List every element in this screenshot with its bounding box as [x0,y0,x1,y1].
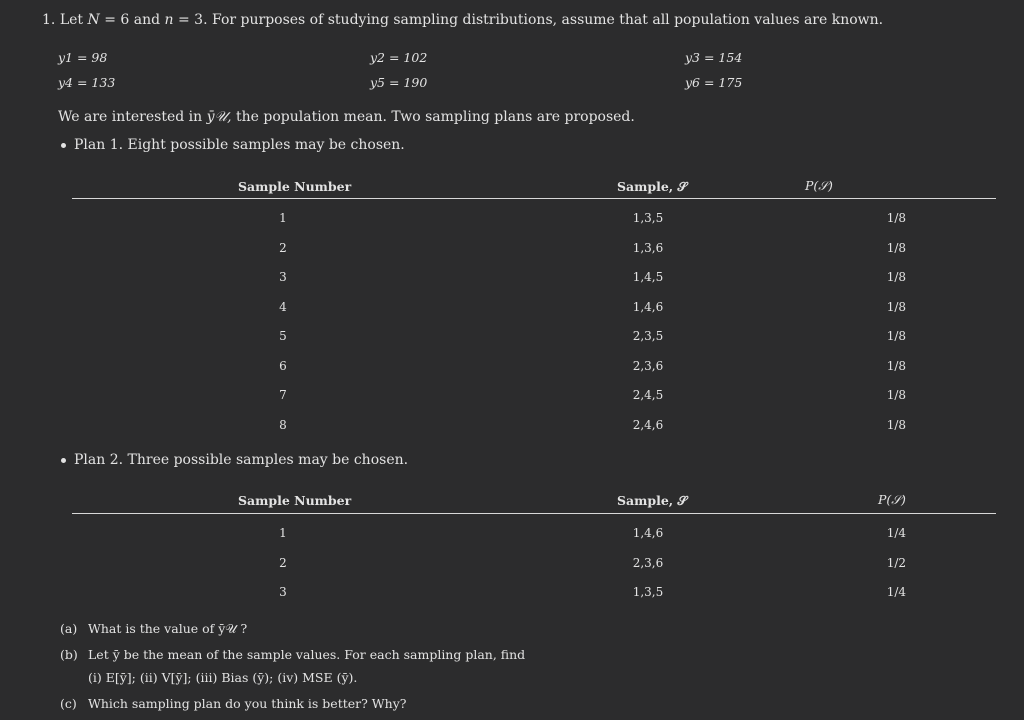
plan2-row-3-probability: 1/4 [886,585,906,599]
plan1-row-7-probability: 1/8 [886,388,906,402]
plan2-row-2-probability: 1/2 [886,555,906,570]
plan1-header-sample: Sample, 𝒮 [617,179,688,194]
plan1-row-6-number: 6 [279,358,287,373]
interest-before: We are interested in [58,109,203,125]
plan1-row-3-number: 3 [279,270,287,284]
plan1-bullet-icon [61,143,66,148]
plan1-header-sample-number: Sample Number [238,179,352,194]
plan1-row-8-sample: 2,4,6 [632,417,664,432]
question-a-label: (a) [60,621,78,636]
plan2-row-2-number: 2 [279,555,287,570]
plan1-row-7-sample: 2,4,5 [632,388,664,402]
question-b-label: (b) [60,647,78,662]
plan1-row-5-sample: 2,3,5 [632,329,664,343]
population-value-y6: y6 = 175 [685,75,743,90]
population-value-y4: y4 = 133 [58,75,116,90]
plan1-row-3-probability: 1/8 [886,270,906,284]
plan1-row-7-number: 7 [279,388,287,402]
population-value-y3: y3 = 154 [685,50,743,65]
plan2-row-1-number: 1 [279,526,287,540]
plan1-row-4-sample: 1,4,6 [632,299,664,314]
N-symbol: N [87,12,100,28]
plan1-row-1-number: 1 [279,211,287,225]
n-value: = 3. [178,12,208,28]
population-value-y2: y2 = 102 [370,50,428,65]
problem-intro-text: For purposes of studying sampling distributions, assume that all population values are known. [212,12,884,28]
population-value-y5: y5 = 190 [370,75,428,90]
plan2-bullet-icon [61,458,66,463]
problem-statement [42,12,883,28]
plan2-row-3-sample: 1,3,5 [632,585,664,599]
question-a-text: What is the value of ȳ𝒰 ? [88,621,248,636]
let-word: Let [59,12,84,28]
plan2-header-sample-number: Sample Number [238,493,352,508]
plan1-title: Plan 1. Eight possible samples may be chosen. [74,137,405,153]
plan1-row-6-probability: 1/8 [886,358,906,373]
plan1-row-2-number: 2 [279,240,287,255]
plan2-row-3-number: 3 [279,585,287,599]
n-symbol: n [164,12,174,28]
plan2-title: Plan 2. Three possible samples may be chosen. [74,452,409,468]
plan1-row-3-sample: 1,4,5 [632,270,664,284]
plan1-row-2-probability: 1/8 [886,240,906,255]
plan1-row-4-probability: 1/8 [886,299,906,314]
plan1-row-8-probability: 1/8 [886,417,906,432]
plan2-header-rule [72,513,996,514]
population-value-y1: y1 = 98 [58,50,108,65]
plan1-row-4-number: 4 [279,299,287,314]
interest-sentence [58,109,635,125]
question-c-text: Which sampling plan do you think is better? Why? [88,696,407,711]
plan2-row-1-sample: 1,4,6 [632,526,664,540]
plan2-header-sample: Sample, 𝒮 [617,493,688,508]
plan1-header-probability: P(𝒮) [805,178,833,193]
population-mean-symbol: ȳ𝒰, [206,109,232,125]
plan2-header-probability: P(𝒮) [878,492,906,507]
question-b-text: Let ȳ be the mean of the sample values. For each sampling plan, find [88,647,526,662]
problem-number: 1. [42,12,56,28]
plan1-row-6-sample: 2,3,6 [632,358,664,373]
interest-after: the population mean. Two sampling plans are proposed. [236,109,635,125]
plan2-row-1-probability: 1/4 [886,526,906,540]
N-value: = 6 [104,12,130,28]
question-b-subparts: (i) E[ȳ]; (ii) V[ȳ]; (iii) Bias (ȳ); (iv) MSE (ȳ). [88,670,358,685]
and-word: and [133,12,161,28]
plan1-row-2-sample: 1,3,6 [632,240,664,255]
plan1-row-1-sample: 1,3,5 [632,211,664,225]
plan1-header-rule [72,198,996,199]
question-c-label: (c) [60,696,77,711]
plan2-row-2-sample: 2,3,6 [632,555,664,570]
plan1-row-5-probability: 1/8 [886,329,906,343]
plan1-row-8-number: 8 [279,417,287,432]
plan1-row-5-number: 5 [279,329,287,343]
plan1-row-1-probability: 1/8 [886,211,906,225]
